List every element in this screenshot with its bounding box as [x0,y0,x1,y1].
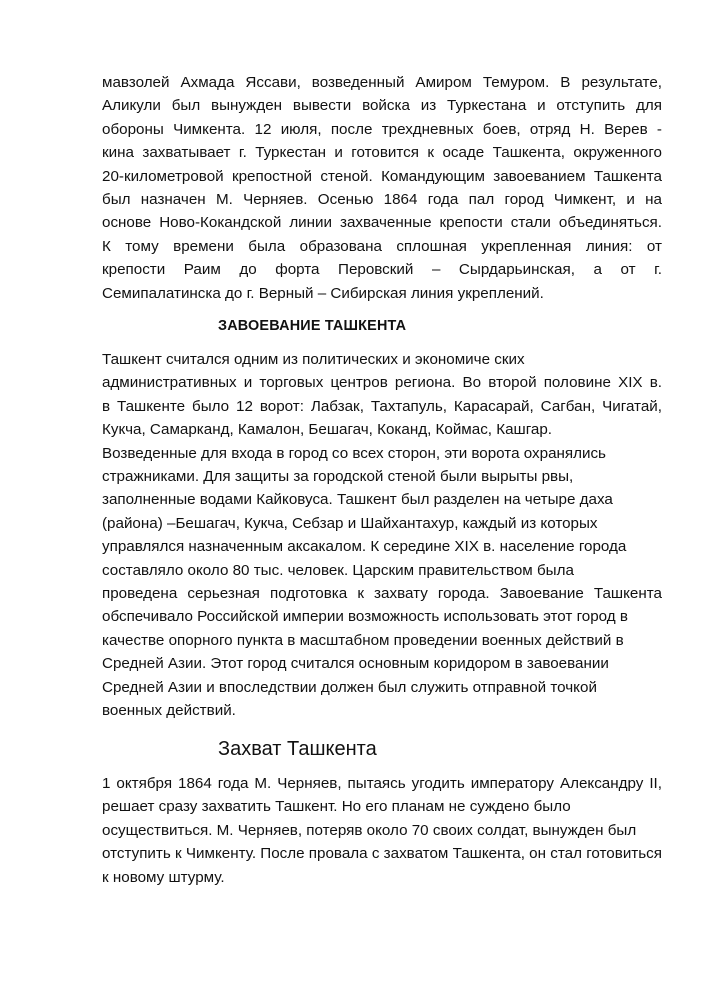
text-line: мавзолей Ахмада Яссави, возведенный Амиром Темуром. В результате, [102,74,662,91]
text-line: Возведенные для входа в город со всех сторон, эти ворота охранялись [102,444,606,462]
section-heading-capture: Захват Ташкента [218,738,377,760]
text-line: Ташкент считался одним из политических и экономиче ских [102,351,525,368]
text-line: 1 октября 1864 года М. Черняев, пытаясь угодить императору Александру II, [102,775,662,792]
text-line: 20-километровой крепостной стеной. Командующим завоеванием Ташкента [102,167,662,185]
text-line: к новому штурму. [102,868,225,886]
text-line: заполненные водами Кайковуса. Ташкент был разделен на четыре даха [102,491,613,509]
text-line: Аликули был вынужден вывести войска из Туркестана и отступить для [102,97,662,115]
text-line: К тому времени была образована сплошная укрепленная линия: от [102,237,662,255]
text-line: управлялся назначенным аксакалом. К середине XIX в. население города [102,538,627,556]
text-line: составляло около 80 тыс. человек. Царским правительством была [102,561,574,579]
text-line: (района) –Бешагач, Кукча, Себзар и Шайхантахур, каждый из которых [102,514,598,532]
text-line: отступить к Чимкенту. После провала с захватом Ташкента, он стал готовиться [102,845,662,863]
text-line: решает сразу захватить Ташкент. Но его планам не суждено было [102,798,571,816]
text-line: проведена серьезная подготовка к захвату города. Завоевание Ташкента [102,585,662,603]
paragraph-mausoleum-turkestan [102,71,662,305]
text-line: стражниками. Для защиты за городской стеной были вырыты рвы, [102,468,574,486]
text-line: Средней Азии. Этот город считался основным коридором в завоевании [102,655,609,673]
text-line: осуществиться. М. Черняев, потеряв около 70 своих солдат, вынужден был [102,821,637,839]
section-heading-conquest: ЗАВОЕВАНИЕ ТАШКЕНТА [218,318,407,334]
text-line: Кукча, Самарканд, Камалон, Бешагач, Коканд, Коймас, Кашгар. [102,421,553,439]
paragraph-tashkent-description [102,348,662,723]
text-line: кина захватывает г. Туркестан и готовится к осаде Ташкента, окруженного [102,144,662,162]
text-line: обороны Чимкента. 12 июля, после трехдневных боев, отряд Н. Верев - [102,120,662,138]
text-line: военных действий. [102,702,236,720]
text-line: основе Ново-Кокандской линии захваченные крепости стали объединяться. [102,214,662,232]
text-line: в Ташкенте было 12 ворот: Лабзак, Тахтапуль, Карасарай, Сагбан, Чигатай, [102,397,662,415]
text-line: крепости Раим до форта Перовский – Сырдарьинская, а от г. [102,261,662,279]
paragraph-capture-attempt [102,772,662,889]
text-line: качестве опорного пункта в масштабном проведении военных действий в [102,631,624,649]
text-line: Средней Азии и впоследствии должен был служить отправной точкой [102,678,597,696]
text-line: Семипалатинска до г. Верный – Сибирская линия укреплений. [102,284,544,302]
text-line: обспечивало Российской империи возможность использовать этот город в [102,608,628,626]
text-line: был назначен М. Черняев. Осенью 1864 года пал город Чимкент, и на [102,191,662,209]
text-line: административных и торговых центров региона. Во второй половине XIX в. [102,374,662,392]
